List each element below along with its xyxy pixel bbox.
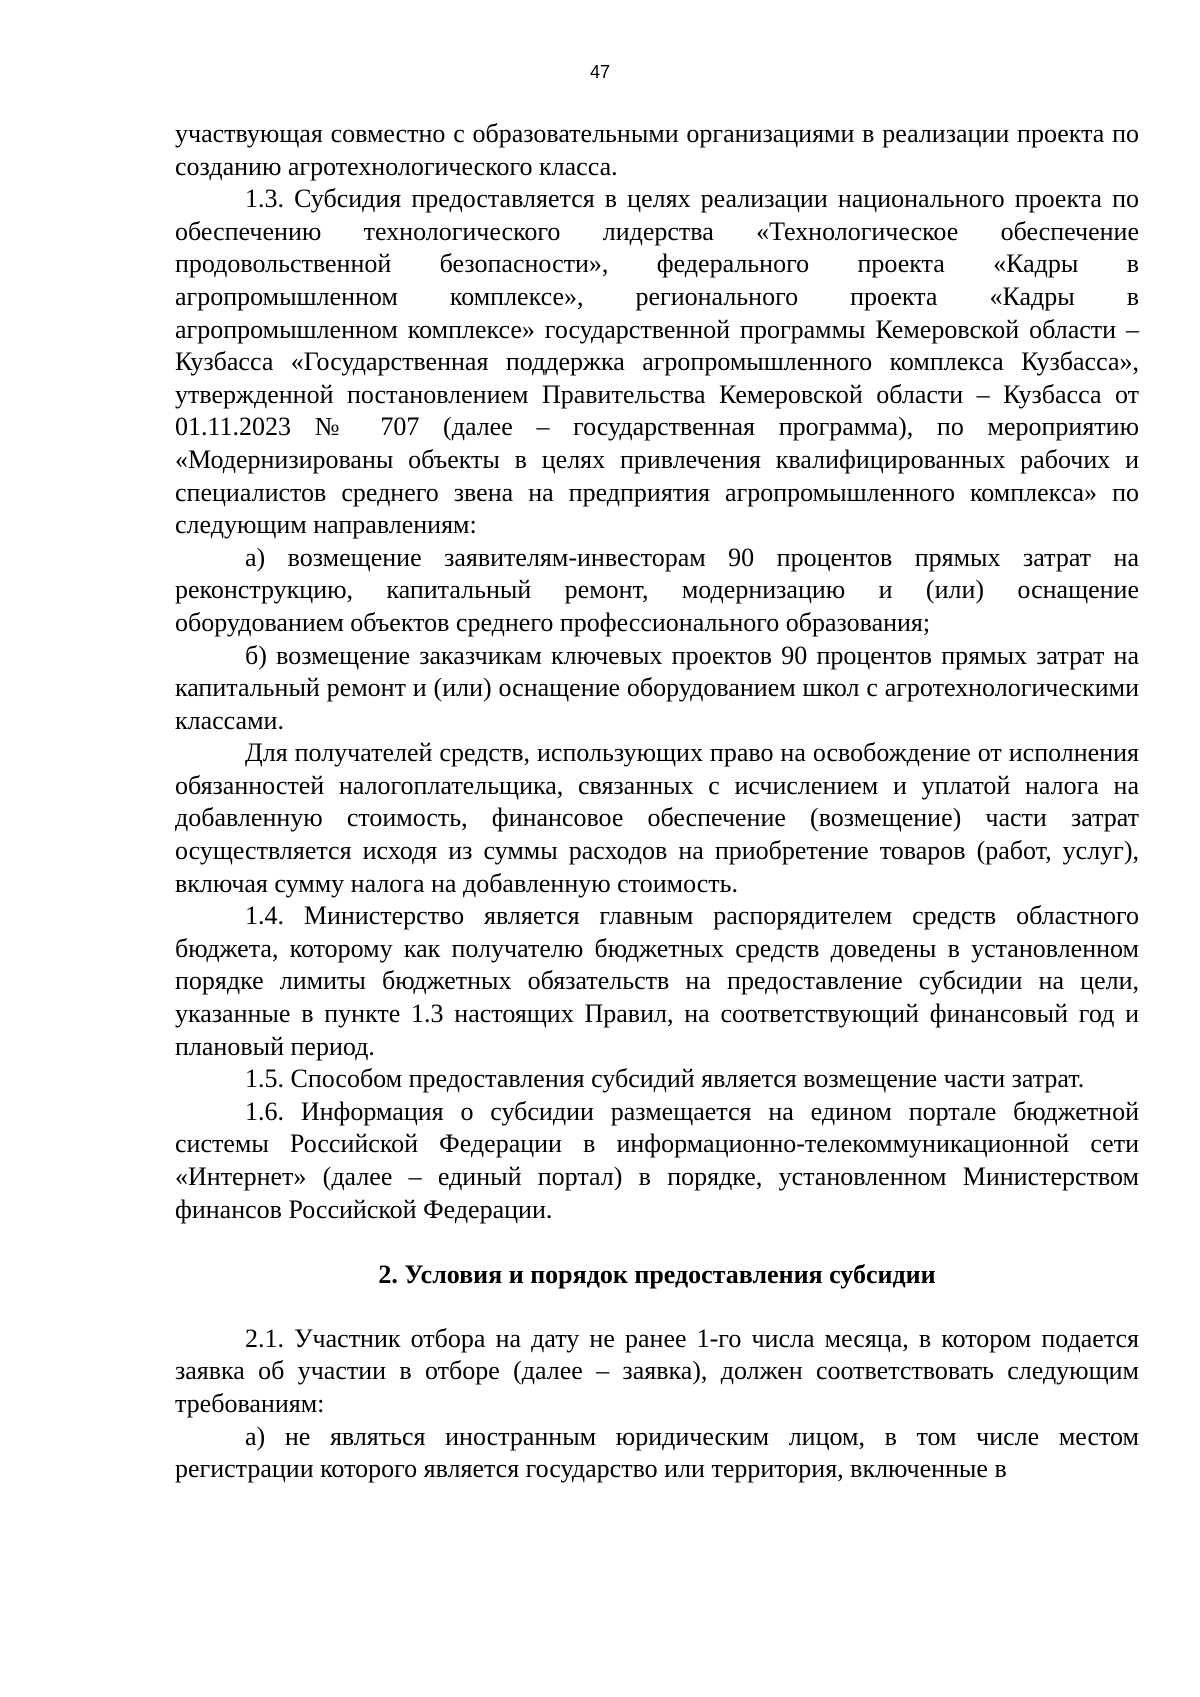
- paragraph: Для получателей средств, использующих право на освобождение от исполнения обязанностей налогоплательщика, связанных с исчислением и уплатой налога на добавленную стоимость, финансовое обеспечение (возмещение) части затрат осуществляется исходя из суммы расходов на приобретение товаров (работ, услуг), включая сумму налога на добавленную стоимость.: [175, 738, 1139, 898]
- page-number: 47: [589, 62, 611, 82]
- paragraph: б) возмещение заказчикам ключевых проектов 90 процентов прямых затрат на капитальный ремонт и (или) оснащение оборудованием школ с агротехнологическими классами.: [175, 640, 1139, 735]
- paragraph: 1.5. Способом предоставления субсидий является возмещение части затрат.: [245, 1064, 1085, 1094]
- paragraph: 1.3. Субсидия предоставляется в целях реализации национального проекта по обеспечению технологического лидерства «Технологическое обеспечение продовольственной безопасности», федерального проекта «Кадры в агропромышленном комплексе», регионального проекта «Кадры в агропромышленном комплексе» государственной программы Кемеровской области – Кузбасса «Государственная поддержка агропромышленного комплекса Кузбасса», утвержденной постановлением Правительства Кемеровской области – Кузбасса от 01.11.2023 № 707 (далее – государственная программа), по мероприятию «Модернизированы объекты в целях привлечения квалифицированных рабочих и специалистов среднего звена на предприятия агропромышленного комплекса» по следующим направлениям:: [175, 184, 1139, 540]
- paragraph: а) не являться иностранным юридическим лицом, в том числе местом регистрации которого является государство или территория, включенные в: [175, 1421, 1139, 1484]
- paragraph: 2.1. Участник отбора на дату не ранее 1-го числа месяца, в котором подается заявка об участии в отборе (далее – заявка), должен соответствовать следующим требованиям:: [175, 1323, 1139, 1418]
- section-heading: 2. Условия и порядок предоставления субсидии: [378, 1260, 936, 1290]
- paragraph: 1.6. Информация о субсидии размещается на едином портале бюджетной системы Российской Федерации в информационно-телекоммуникационной сети «Интернет» (далее – единый портал) в порядке, установленном Министерством финансов Российской Федерации.: [175, 1096, 1139, 1224]
- paragraph: участвующая совместно с образовательными организациями в реализации проекта по созданию агротехнологического класса.: [175, 119, 1139, 181]
- paragraph: 1.4. Министерство является главным распорядителем средств областного бюджета, которому как получателю бюджетных средств доведены в установленном порядке лимиты бюджетных обязательств на предоставление субсидии на цели, указанные в пункте 1.3 настоящих Правил, на соответствующий финансовый год и плановый период.: [175, 901, 1139, 1061]
- document-body: [175, 118, 1139, 1486]
- paragraph: а) возмещение заявителям-инвесторам 90 процентов прямых затрат на реконструкцию, капитальный ремонт, модернизацию и (или) оснащение оборудованием объектов среднего профессионального образования;: [175, 542, 1139, 637]
